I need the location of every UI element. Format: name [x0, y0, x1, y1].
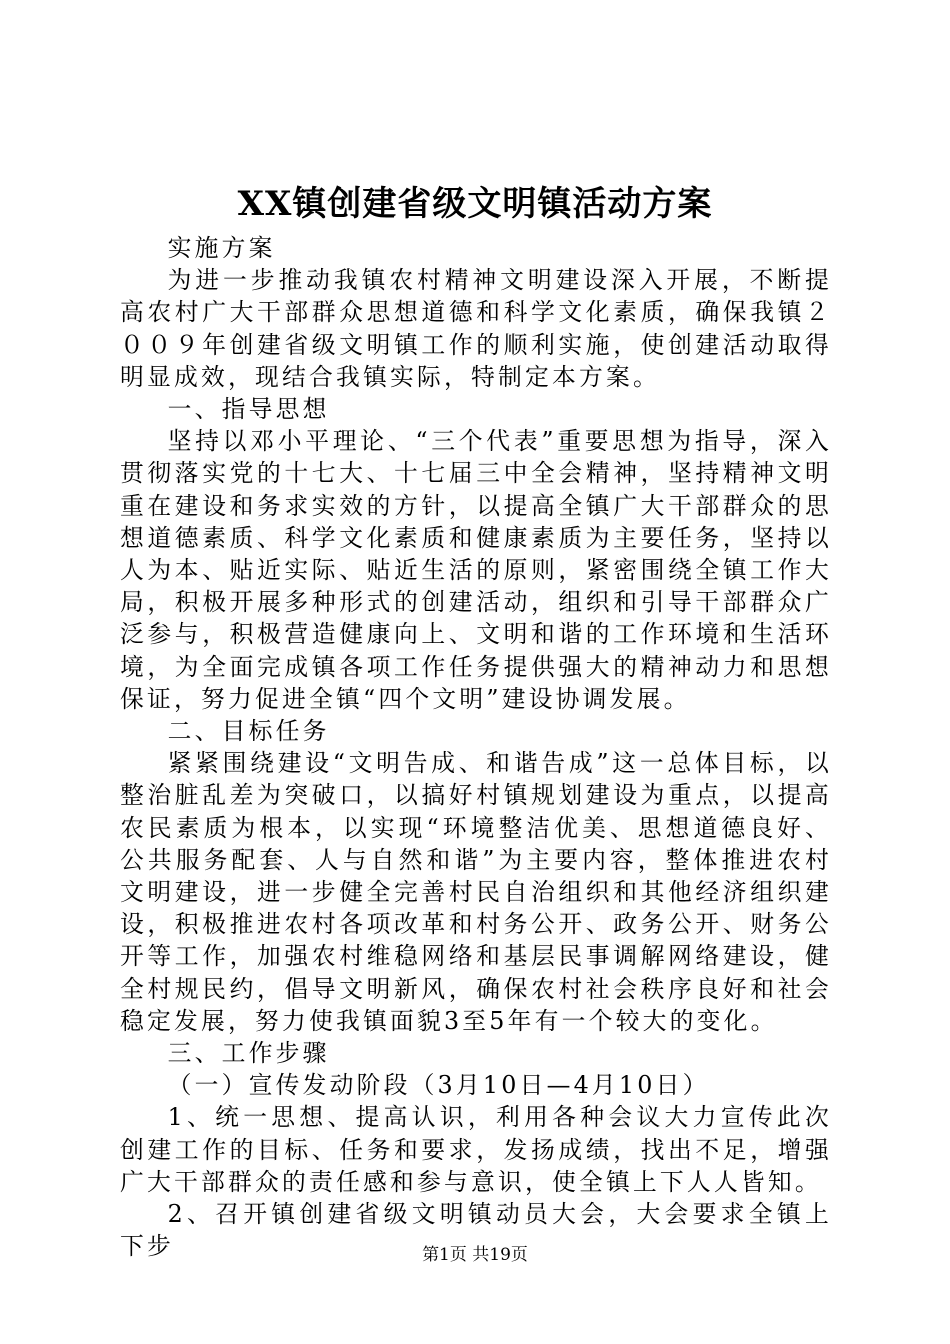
- paragraph-step-two: 2、召开镇创建省级文明镇动员大会，大会要求全镇上下步: [120, 1200, 832, 1261]
- document-body: [120, 232, 832, 1263]
- section-label: 实施方案: [167, 234, 276, 262]
- paragraph-intro: 为进一步推动我镇农村精神文明建设深入开展，不断提高农村广大干部群众思想道德和科学文化素质，确保我镇２００９年创建省级文明镇工作的顺利实施，使创建活动取得明显成效，现结合我镇实际，特制定本方案。: [120, 266, 832, 391]
- heading-guiding-thought: 一、指导思想: [167, 395, 330, 424]
- document-title: XX镇创建省级文明镇活动方案: [237, 184, 713, 224]
- heading-work-steps: 三、工作步骤: [167, 1039, 330, 1068]
- heading-goals: 二、目标任务: [167, 717, 330, 746]
- paragraph-guiding-thought: 坚持以邓小平理论、“三个代表”重要思想为指导，深入贯彻落实党的十七大、十七届三中全会精神，坚持精神文明重在建设和务求实效的方针，以提高全镇广大干部群众的思想道德素质、科学文化素质和健康素质为主要任务，坚持以人为本、贴近实际、贴近生活的原则，紧密围绕全镇工作大局，积极开展多种形式的创建活动，组织和引导干部群众广泛参与，积极营造健康向上、文明和谐的工作环境和生活环境，为全面完成镇各项工作任务提供强大的精神动力和思想保证，努力促进全镇“四个文明”建设协调发展。: [120, 427, 832, 713]
- paragraph-step-one: 1、统一思想、提高认识，利用各种会议大力宣传此次创建工作的目标、任务和要求，发扬成绩，找出不足，增强广大干部群众的责任感和参与意识，使全镇上下人人皆知。: [120, 1103, 832, 1196]
- paragraph-goals: 紧紧围绕建设“文明告成、和谐告成”这一总体目标，以整治脏乱差为突破口，以搞好村镇规划建设为重点，以提高农民素质为根本，以实现“环境整洁优美、思想道德良好、公共服务配套、人与自然和谐”为主要内容，整体推进农村文明建设，进一步健全完善村民自治组织和其他经济组织建设，积极推进农村各项改革和村务公开、政务公开、财务公开等工作，加强农村维稳网络和基层民事调解网络建设，健全村规民约，倡导文明新风，确保农村社会秩序良好和社会稳定发展，努力使我镇面貌3至5年有一个较大的变化。: [120, 749, 832, 1035]
- page-number: 第1页 共19页: [422, 1245, 528, 1265]
- subheading-stage-one: （一）宣传发动阶段（3月10日—4月10日）: [167, 1071, 710, 1100]
